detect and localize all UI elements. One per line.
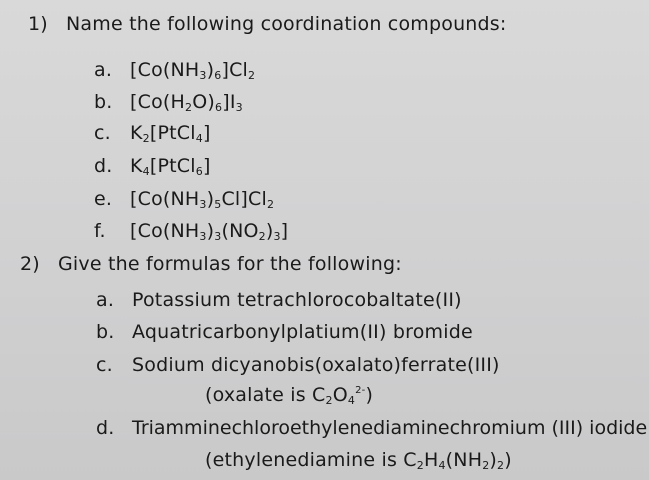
chemical-formula: $[Co(H_2O)_6]I_3$ — [130, 91, 243, 114]
question-prompt: Give the formulas for the following: — [58, 253, 402, 275]
chemical-formula: $K_4[PtCl_6]$ — [130, 155, 211, 178]
note-ethylenediamine: (ethylenediamine is $C_2H_4(NH_2)_2$) — [205, 449, 512, 472]
question-number: 2) — [20, 253, 40, 275]
list-item — [94, 187, 274, 211]
question-prompt: Name the following coordination compounds: — [66, 13, 507, 35]
chemical-formula: $[Co(NH_3)_5Cl]Cl_2$ — [130, 188, 275, 211]
note-oxalate: (oxalate is $C_2O_4^{2-}$) — [205, 384, 374, 407]
chemical-formula: $[Co(NH_3)_6]Cl_2$ — [130, 59, 256, 82]
item-letter: b. — [96, 321, 115, 343]
item-letter: e. — [94, 188, 113, 210]
item-text: Potassium tetrachlorocobaltate(II) — [132, 289, 462, 311]
item-letter: c. — [94, 122, 111, 144]
list-item — [96, 416, 647, 440]
list-item — [96, 320, 473, 344]
list-item — [94, 90, 243, 114]
item-letter: a. — [94, 59, 113, 81]
list-item — [94, 219, 288, 243]
question-2 — [20, 252, 402, 276]
item-text: Aquatricarbonylplatium(II) bromide — [132, 321, 473, 343]
question-number: 1) — [28, 13, 48, 35]
item-text: Triamminechloroethylenediaminechromium (III) iodide — [132, 417, 648, 439]
question-1 — [28, 12, 507, 36]
item-letter: b. — [94, 91, 113, 113]
item-letter: a. — [96, 289, 115, 311]
item-letter: d. — [94, 155, 113, 177]
chemical-formula: $K_2[PtCl_4]$ — [130, 122, 211, 145]
item-letter: d. — [96, 417, 115, 439]
list-item — [94, 121, 211, 145]
item-text: Sodium dicyanobis(oxalato)ferrate(III) — [132, 354, 500, 376]
item-letter: f. — [94, 220, 106, 242]
list-item — [94, 58, 255, 82]
list-item — [94, 154, 211, 178]
chemical-formula: $[Co(NH_3)_3(NO_2)_3]$ — [130, 220, 289, 243]
item-letter: c. — [96, 354, 113, 376]
list-item — [96, 353, 500, 377]
list-item — [96, 288, 462, 312]
